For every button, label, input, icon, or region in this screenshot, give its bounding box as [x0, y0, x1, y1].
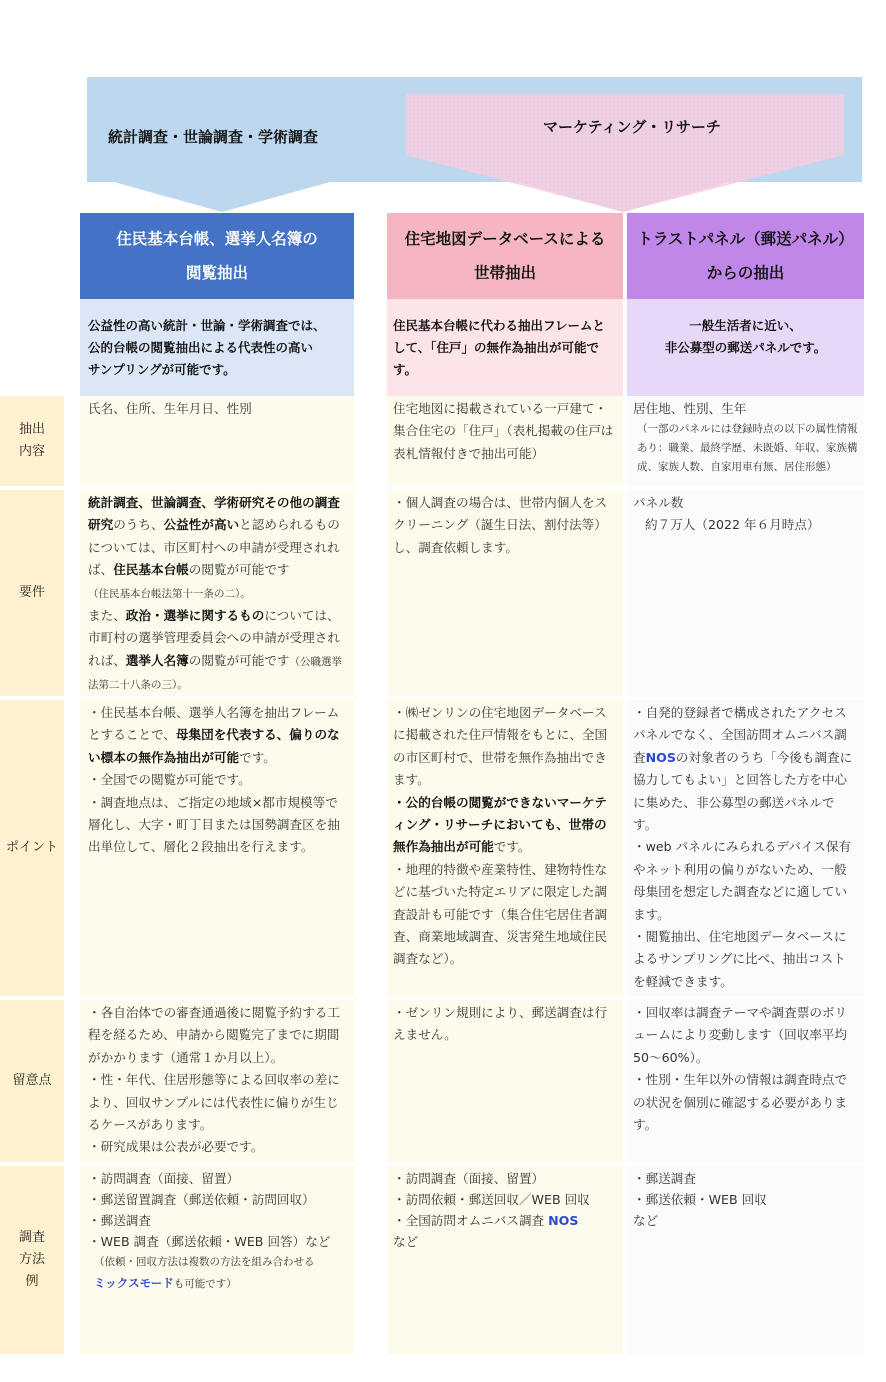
row-label-line: 例 — [25, 1274, 39, 1289]
text: と認められるものについては、市区町村への申請が受理されれば、 — [88, 517, 340, 578]
cell-extraction-panel — [627, 396, 864, 486]
cell-methods-panel — [627, 1166, 864, 1354]
column-header-panel — [627, 213, 864, 299]
row-label-line: 方法 — [18, 1252, 45, 1267]
cell-extraction-map — [387, 396, 623, 486]
cell-text: ・㈱ゼンリンの住宅地図データベースに掲載された住戸情報をもとに、全国の市区町村で、世帯を無作為抽出できます。 — [393, 705, 608, 788]
banner-arrows — [0, 0, 886, 215]
bold-text: 統計調査、世論調査、学術研究その他の調査研究 — [88, 495, 340, 533]
text: （依頼・回収方法は複数の方法を組み合わせる — [94, 1256, 315, 1268]
bold-text: 母集団を代表する、偏りのない標本の無作為抽出が可能 — [88, 727, 340, 765]
text: のうち、 — [113, 517, 164, 533]
cell-note: （一部のパネルには登録時点の以下の属性情報あり：職業、最終学歴、未既婚、年収、家族構成、家族人数、自家用車有無、居住形態） — [637, 423, 858, 474]
cell-text: ・回収率は調査テーマや調査票のボリュームにより変動します（回収率平均 50～60%）。 — [633, 1005, 848, 1065]
subtitle-line: す。 — [393, 362, 418, 377]
column-subtitle-panel — [627, 299, 864, 396]
cell-text: ・郵送依頼・WEB 回収 — [633, 1192, 767, 1207]
text: の閲覧が可能です — [188, 652, 290, 668]
cell-text: ・閲覧抽出、住宅地図データベースによるサンプリングに比べ、抽出コストを軽減できます。 — [633, 929, 847, 989]
banner-left-title: 統計調査・世論調査・学術調査 — [108, 128, 319, 146]
cell-text: など — [633, 1213, 659, 1228]
text: ・自発的登録者で構成されたアクセスパネルでなく、全国訪問オムニバス調査 — [633, 705, 847, 765]
row-label-notes — [0, 1000, 64, 1162]
subtitle-line: 一般生活者に近い、 — [689, 318, 802, 333]
cell-text: 約７万人（2022 年６月時点） — [645, 517, 820, 533]
cell-text: ・web パネルにみられるデバイス保有やネット利用の偏りがないため、一般母集団を想定した調査などに適しています。 — [633, 839, 852, 922]
cell-text: ・訪問依頼・郵送回収／WEB 回収 — [393, 1192, 590, 1207]
subtitle-line: して、「住戸」の無作為抽出が可能で — [393, 340, 600, 355]
subtitle-line: サンプリングが可能です。 — [88, 362, 236, 377]
column-header-map — [387, 213, 623, 299]
cell-text: 氏名、住所、生年月日、性別 — [88, 401, 252, 416]
column-subtitle-map — [387, 299, 623, 396]
law-note: （住民基本台帳法第十一条の二）。 — [88, 587, 251, 600]
cell-text: ・性・年代、住居形態等による回収率の差により、回収サンプルには代表性に偏りが生じるケースがあります。 — [88, 1072, 340, 1133]
text: また、 — [88, 608, 126, 624]
text: については、市町村の選挙管理委員会への申請が受理されれば、 — [88, 608, 340, 668]
cell-points-map — [387, 700, 623, 996]
nos-label: NOS — [548, 1213, 579, 1228]
cell-text: ・各自治体での審査通過後に閲覧予約する工程を経るため、申請から閲覧完了までに期間がかかります（通常１か月以上）。 — [88, 1005, 340, 1065]
column-header-line: 住宅地図データベースによる — [404, 230, 606, 248]
pink-band-dots — [406, 94, 844, 212]
cell-text: ・郵送調査 — [88, 1213, 151, 1228]
subtitle-line: 公的台帳の閲覧抽出による代表性の高い — [88, 340, 314, 355]
cell-text: ・郵送調査 — [633, 1171, 696, 1186]
text: の対象者のうち「今後も調査に協力してもよい」と回答した方を中心に集めた、非公募型の郵送パネルです。 — [633, 749, 853, 833]
row-label-line: 要件 — [18, 585, 45, 600]
cell-methods-register — [80, 1166, 354, 1354]
bold-text: 政治・選挙に関するもの — [125, 608, 265, 624]
subtitle-line: 非公募型の郵送パネルです。 — [664, 340, 827, 355]
row-label-extraction — [0, 396, 64, 486]
cell-text: ・全国での閲覧が可能です。 — [88, 772, 251, 788]
cell-text: ・訪問調査（面接、留置） — [393, 1171, 545, 1186]
cell-text: パネル数 — [633, 495, 684, 510]
nos-label: NOS — [645, 749, 676, 765]
text: の閲覧が可能です — [188, 562, 290, 578]
cell-text: ・訪問調査（面接、留置） — [88, 1171, 240, 1186]
cell-points-panel — [627, 700, 864, 996]
bold-text: 公益性が高い — [163, 517, 240, 533]
text: です。 — [239, 749, 276, 765]
column-header-line: 閲覧抽出 — [185, 264, 248, 282]
cell-text: ・郵送留置調査（郵送依頼・訪問回収） — [88, 1192, 315, 1207]
column-header-line: トラストパネル（郵送パネル） — [637, 230, 854, 248]
cell-text: 居住地、性別、生年 — [633, 401, 747, 416]
row-label-line: 内容 — [18, 444, 45, 459]
text: です。 — [493, 839, 531, 855]
bold-text: ・公的台帳の閲覧ができないマーケティング・リサーチにおいても、世帯の無作為抽出が可能 — [393, 794, 607, 855]
subtitle-line: 住民基本台帳に代わる抽出フレームと — [393, 318, 606, 333]
cell-text: ・性別・生年以外の情報は調査時点での状況を個別に確認する必要があります。 — [633, 1072, 848, 1133]
cell-methods-map — [387, 1166, 623, 1354]
cell-notes-register — [80, 1000, 354, 1162]
row-label-line: ポイント — [5, 840, 58, 855]
column-subtitle-register — [80, 299, 354, 396]
cell-text: ・研究成果は公表が必要です。 — [88, 1139, 264, 1155]
cell-notes-map — [387, 1000, 623, 1162]
law-note: （公職選挙法第二十八条の三）。 — [88, 655, 342, 692]
column-header-line: 世帯抽出 — [473, 264, 536, 282]
cell-text: ・WEB 調査（郵送依頼・WEB 回答）など — [88, 1234, 331, 1249]
text: も可能です） — [173, 1278, 237, 1290]
banner-right-title: マーケティング・リサーチ — [543, 118, 721, 136]
row-label-points — [0, 700, 64, 996]
row-label-line: 留意点 — [12, 1073, 52, 1088]
mixed-mode-label: ミックスモード — [94, 1276, 174, 1290]
cell-text: ・ゼンリン規則により、郵送調査は行えません。 — [393, 1005, 608, 1043]
column-header-register — [80, 213, 354, 299]
cell-requirements-register — [80, 490, 354, 696]
column-header-line: 住民基本台帳、選挙人名簿の — [116, 230, 318, 248]
cell-text: 住宅地図に掲載されている一戸建て・集合住宅の「住戸」（表札掲載の住戸は表札情報付きで抽出可能） — [393, 401, 614, 461]
row-label-methods — [0, 1166, 64, 1354]
row-label-line: 抽出 — [18, 422, 45, 437]
cell-text: など — [393, 1234, 419, 1249]
column-header-line: からの抽出 — [706, 264, 785, 282]
cell-notes-panel — [627, 1000, 864, 1162]
cell-requirements-map — [387, 490, 623, 696]
subtitle-line: 公益性の高い統計・世論・学術調査では、 — [88, 318, 326, 333]
cell-points-register — [80, 700, 354, 996]
text: ・全国訪問オムニバス調査 — [393, 1213, 549, 1228]
cell-requirements-panel — [627, 490, 864, 696]
bold-text: 住民基本台帳 — [113, 562, 189, 578]
cell-extraction-register — [80, 396, 354, 486]
cell-text: ・調査地点は、ご指定の地域×都市規模等で層化し、大字・町丁目または国勢調査区を抽出単位して、層化２段抽出を行えます。 — [88, 794, 340, 855]
row-label-line: 調査 — [18, 1230, 45, 1245]
bold-text: 選挙人名簿 — [125, 652, 189, 668]
row-label-requirements — [0, 490, 64, 696]
text: ・住民基本台帳、選挙人名簿を抽出フレームとすることで、 — [88, 705, 340, 743]
cell-text: ・地理的特徴や産業特性、建物特性などに基づいた特定エリアに限定した調査設計も可能です（集合住宅居住者調査、商業地域調査、災害発生地域住民調査など）。 — [393, 861, 608, 967]
cell-text: ・個人調査の場合は、世帯内個人をスクリーニング（誕生日法、割付法等）し、調査依頼します。 — [393, 495, 608, 555]
